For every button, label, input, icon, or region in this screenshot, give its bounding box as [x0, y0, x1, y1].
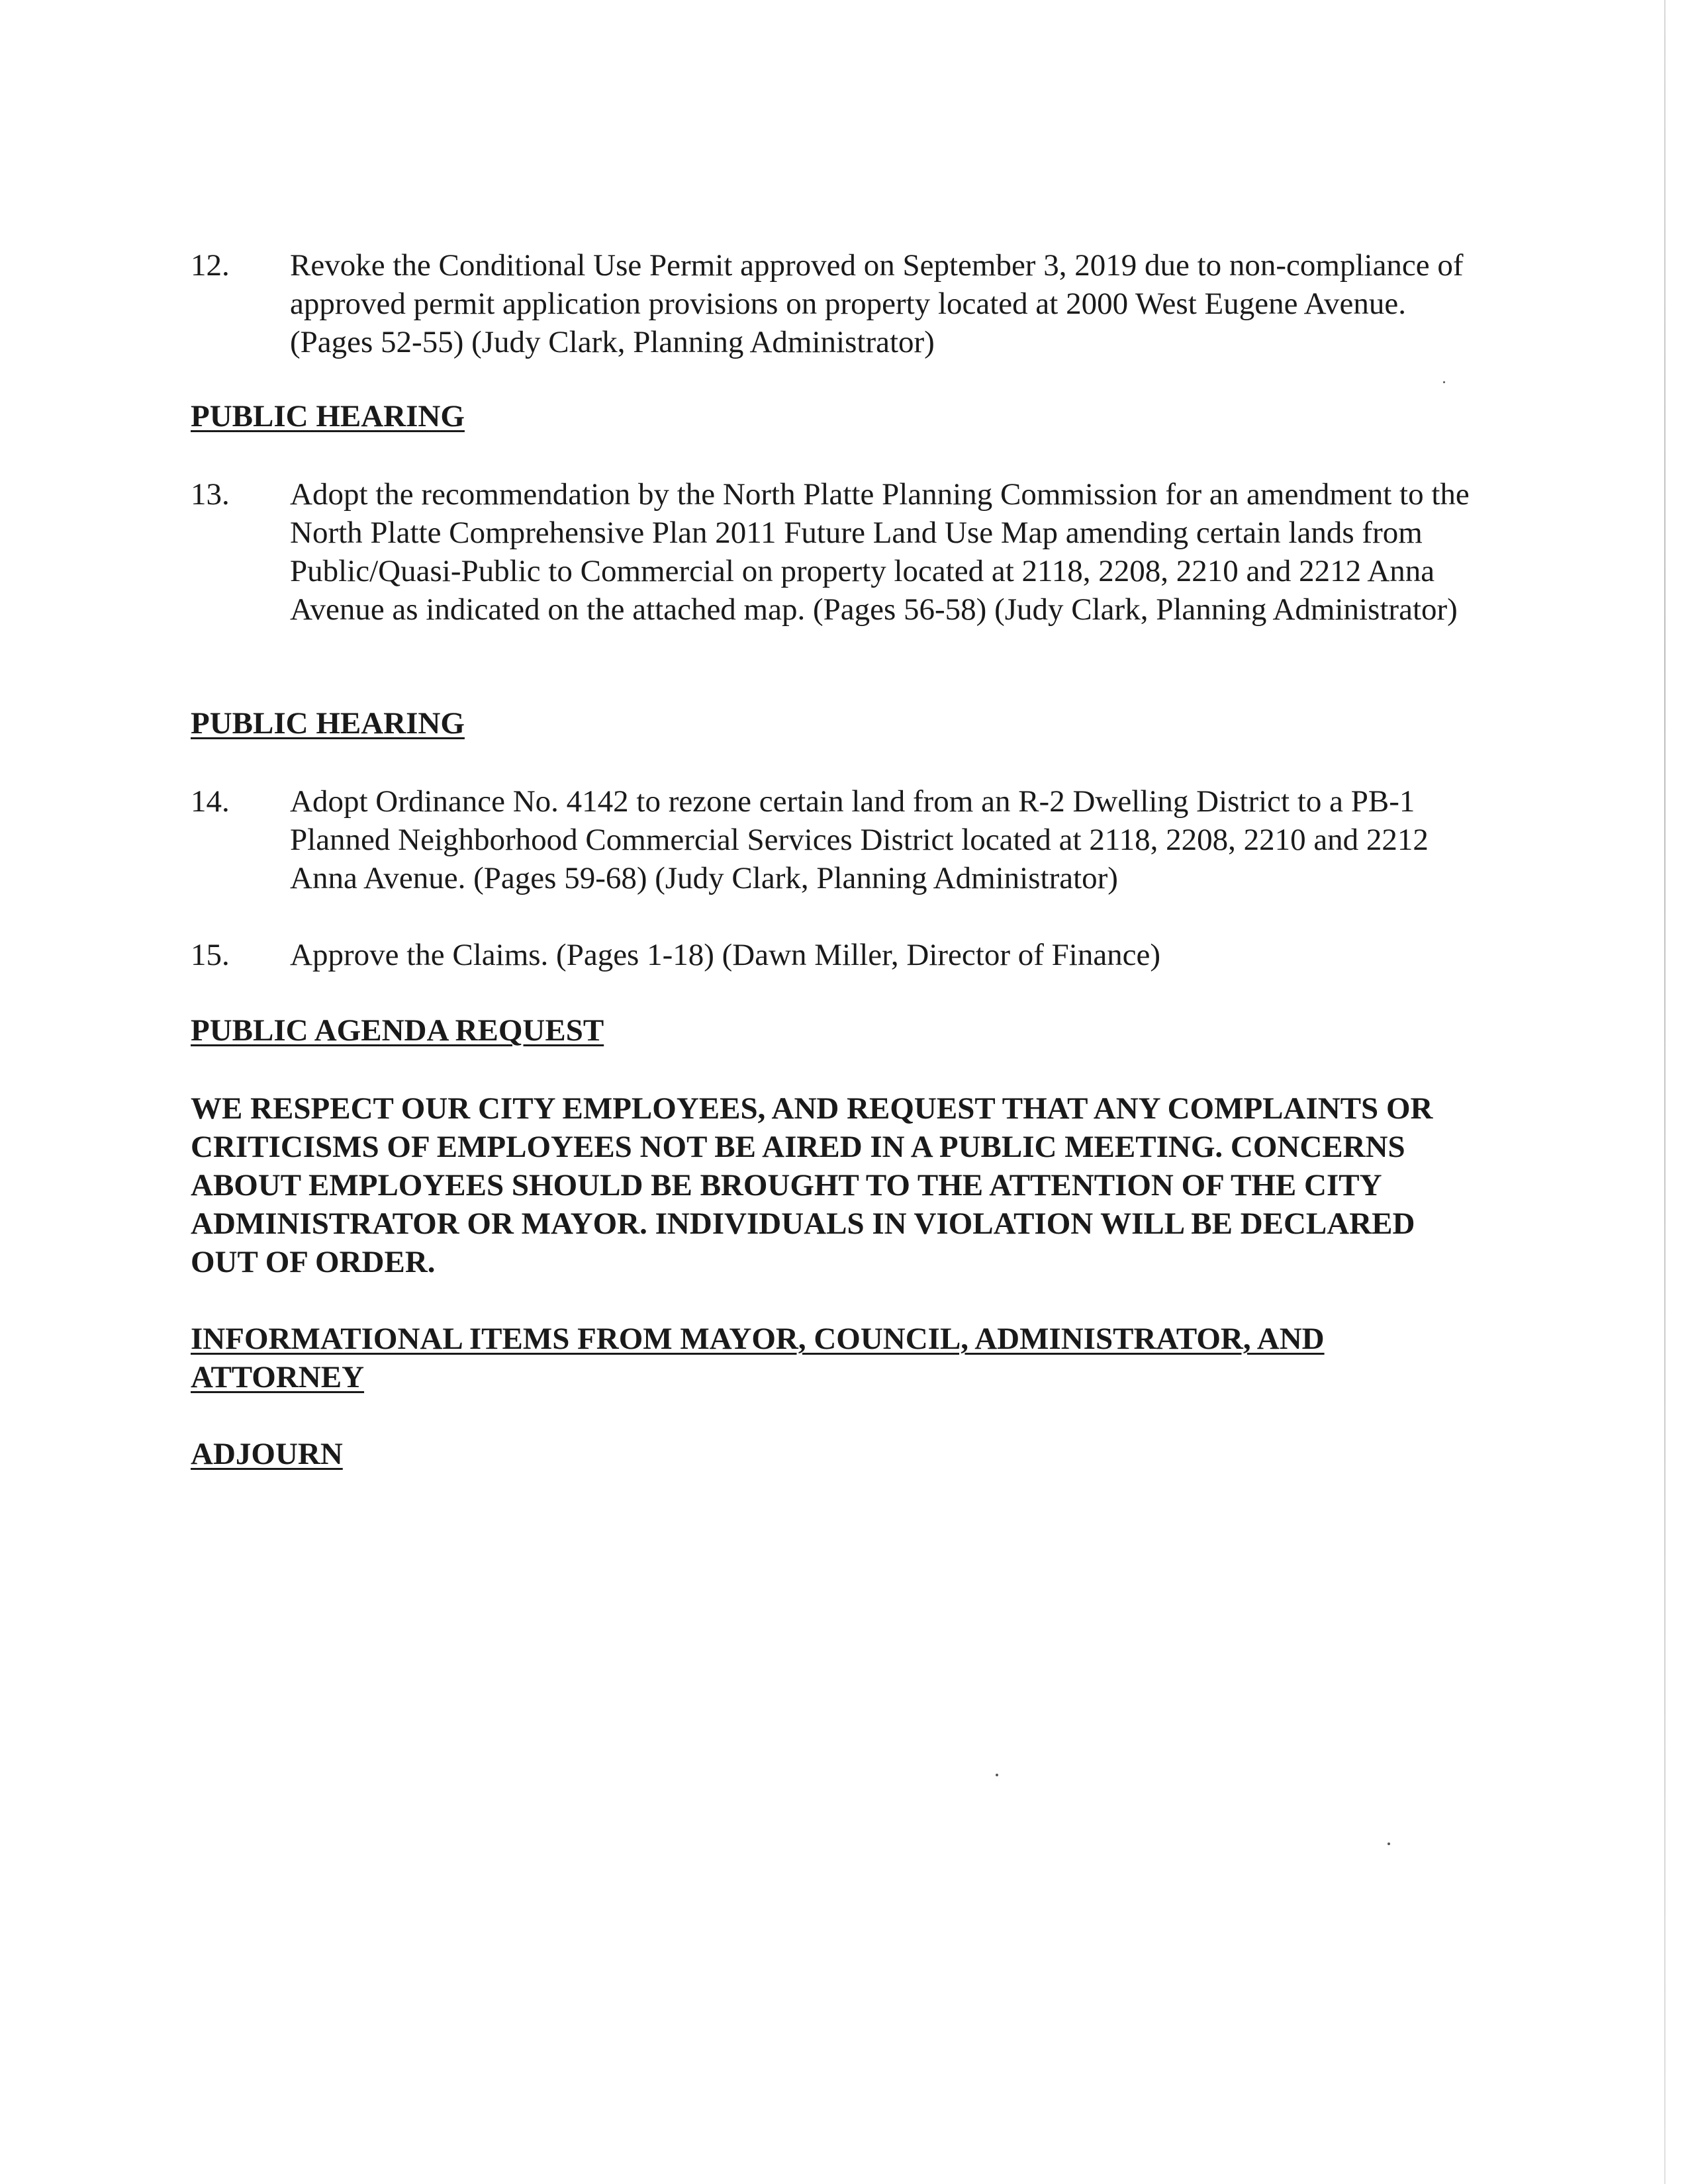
- item-text: Adopt the recommendation by the North Platte Planning Commission for an amendment to the North Platte Comprehensive Plan 2011 Future Land Use Map amending certain lands from Public/Quasi-Public to Commercial on property located at 2118, 2208, 2210 and 2212 Anna Avenue as indicated on the attached map. (Pages 56-58) (Judy Clark, Planning Administrator): [290, 477, 1470, 627]
- agenda-item-14: [191, 782, 1488, 897]
- item-text: Adopt Ordinance No. 4142 to rezone certain land from an R-2 Dwelling District to a PB-1 Planned Neighborhood Commercial Services District located at 2118, 2208, 2210 and 2212 Anna Avenue. (Pages 59-68) (Judy Clark, Planning Administrator): [290, 784, 1429, 895]
- agenda-item-15: [191, 936, 1488, 974]
- scan-speck: [1443, 381, 1445, 383]
- scan-speck: [996, 1774, 998, 1776]
- scan-speck: [1387, 1843, 1390, 1845]
- item-text: Approve the Claims. (Pages 1-18) (Dawn Miller, Director of Finance): [290, 938, 1161, 972]
- heading-adjourn: ADJOURN: [191, 1437, 343, 1471]
- item-number: 13.: [191, 477, 230, 512]
- agenda-item-13: [191, 475, 1488, 629]
- item-number: 12.: [191, 248, 230, 283]
- item-text: Revoke the Conditional Use Permit approved on September 3, 2019 due to non-compliance of approved permit application provisions on property located at 2000 West Eugene Avenue. (Pages 52-55) (Judy Clark, Planning Administrator): [290, 248, 1464, 359]
- scan-edge-line: [1664, 0, 1666, 2184]
- heading-public-agenda-request: PUBLIC AGENDA REQUEST: [191, 1013, 604, 1048]
- item-number: 14.: [191, 784, 230, 819]
- heading-public-hearing: PUBLIC HEARING: [191, 399, 465, 433]
- conduct-notice: WE RESPECT OUR CITY EMPLOYEES, AND REQUEST THAT ANY COMPLAINTS OR CRITICISMS OF EMPLOYEES NOT BE AIRED IN A PUBLIC MEETING. CONCERNS ABOUT EMPLOYEES SHOULD BE BROUGHT TO THE ATTENTION OF THE CITY ADMINISTRATOR OR MAYOR. INDIVIDUALS IN VIOLATION WILL BE DECLARED OUT OF ORDER.: [191, 1091, 1433, 1279]
- item-number: 15.: [191, 938, 230, 972]
- heading-informational-items: INFORMATIONAL ITEMS FROM MAYOR, COUNCIL, ADMINISTRATOR, AND ATTORNEY: [191, 1322, 1325, 1394]
- agenda-item-12: [191, 246, 1488, 361]
- heading-public-hearing: PUBLIC HEARING: [191, 706, 465, 741]
